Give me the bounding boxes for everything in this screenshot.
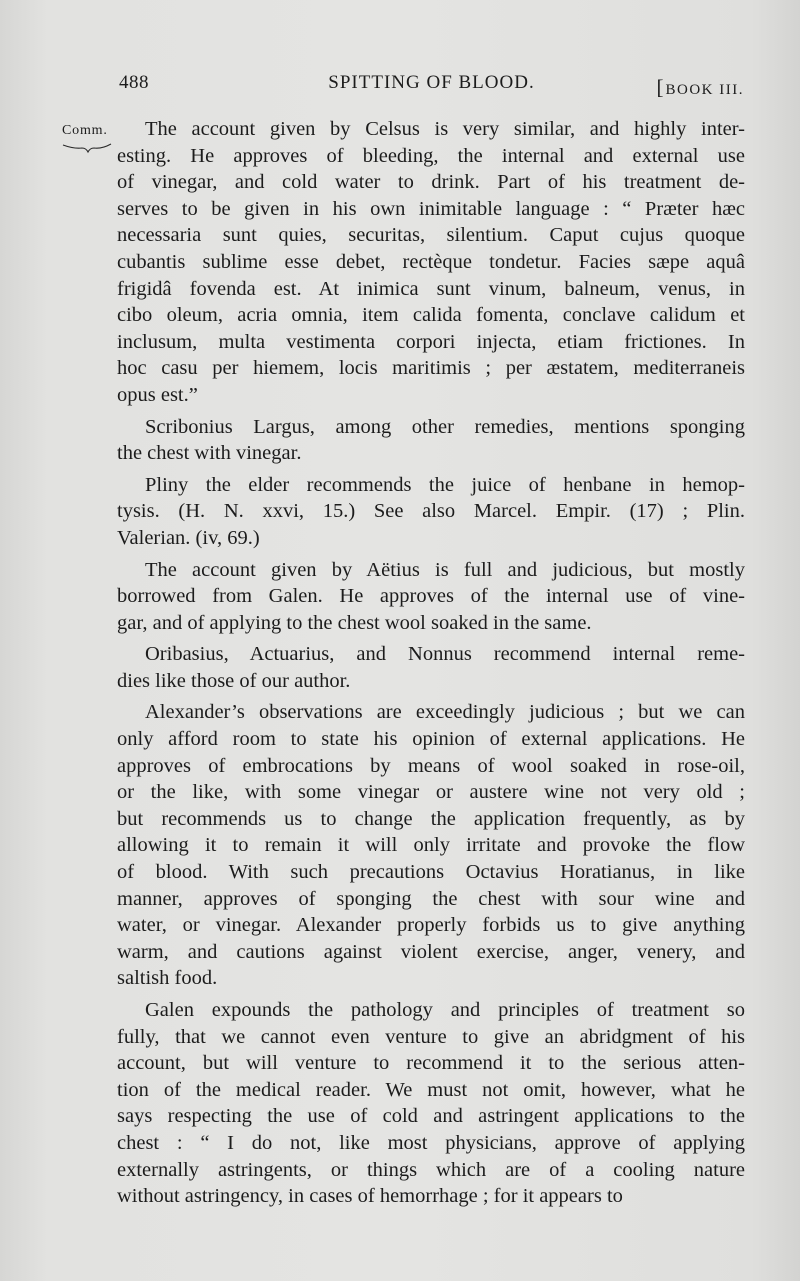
- text-line: cibo oleum, acria omnia, item calida fomenta, conclave calidum et: [117, 304, 745, 327]
- paragraph: [117, 472, 745, 552]
- paragraph: [117, 997, 745, 1210]
- paragraph: [117, 699, 745, 992]
- page-number: 488: [119, 72, 149, 93]
- text-line: serves to be given in his own inimitable language : “ Præter hæc: [117, 197, 745, 220]
- book-bracket: [: [656, 75, 664, 99]
- text-line: the chest with vinegar.: [117, 442, 302, 465]
- text-line: water, or vinegar. Alexander properly forbids us to give anything: [117, 914, 745, 937]
- text-line: tion of the medical reader. We must not omit, however, what he: [117, 1078, 745, 1101]
- text-line: account, but will venture to recommend it to the serious atten-: [117, 1052, 745, 1075]
- text-line: opus est.”: [117, 383, 198, 406]
- text-line: tysis. (H. N. xxvi, 15.) See also Marcel. Empir. (17) ; Plin.: [117, 500, 745, 523]
- text-line: allowing it to remain it will only irritate and provoke the flow: [117, 834, 745, 857]
- paragraph: [117, 641, 745, 694]
- text-line: manner, approves of sponging the chest with sour wine and: [117, 887, 745, 910]
- paragraph: [117, 414, 745, 467]
- paragraph: [117, 557, 745, 637]
- text-line: The account given by Aëtius is full and judicious, but mostly: [145, 558, 745, 581]
- text-line: externally astringents, or things which are of a cooling nature: [117, 1158, 745, 1181]
- body-text: [117, 116, 745, 1215]
- text-line: borrowed from Galen. He approves of the internal use of vine-: [117, 585, 745, 608]
- text-line: Valerian. (iv, 69.): [117, 526, 260, 549]
- text-line: of blood. With such precautions Octavius Horatianus, in like: [117, 861, 745, 884]
- text-line: warm, and cautions against violent exercise, anger, venery, and: [117, 940, 745, 963]
- text-line: or the like, with some vinegar or austere wine not very old ;: [117, 781, 745, 804]
- text-line: without astringency, in cases of hemorrhage ; for it appears to: [117, 1185, 623, 1208]
- text-line: Oribasius, Actuarius, and Nonnus recommend internal reme-: [145, 643, 745, 666]
- text-line: says respecting the use of cold and astringent applications to the: [117, 1105, 745, 1128]
- text-line: approves of embrocations by means of wool soaked in rose-oil,: [117, 754, 745, 777]
- text-line: hoc casu per hiemem, locis maritimis ; per æstatem, mediterraneis: [117, 357, 745, 380]
- text-line: frigidâ fovenda est. At inimica sunt vinum, balneum, venus, in: [117, 277, 745, 300]
- text-line: gar, and of applying to the chest wool soaked in the same.: [117, 611, 592, 634]
- text-line: necessaria sunt quies, securitas, silentium. Caput cujus quoque: [117, 224, 745, 247]
- text-line: Pliny the elder recommends the juice of henbane in hemop-: [145, 473, 745, 496]
- book-label: [657, 72, 745, 100]
- margin-note-comm: Comm.: [62, 123, 108, 138]
- text-line: chest : “ I do not, like most physicians, approve of applying: [117, 1131, 745, 1154]
- margin-brace-icon: [62, 140, 112, 154]
- text-line: saltish food.: [117, 967, 218, 990]
- text-line: Scribonius Largus, among other remedies, mentions sponging: [145, 415, 745, 438]
- text-line: of vinegar, and cold water to drink. Part of his treatment de-: [117, 171, 745, 194]
- running-head: [119, 72, 744, 102]
- text-line: The account given by Celsus is very similar, and highly inter-: [145, 118, 745, 140]
- text-line: fully, that we cannot even venture to give an abridgment of his: [117, 1025, 745, 1048]
- text-line: esting. He approves of bleeding, the internal and external use: [117, 144, 745, 167]
- text-line: only afford room to state his opinion of external applications. He: [117, 728, 745, 751]
- text-line: dies like those of our author.: [117, 669, 351, 692]
- text-line: but recommends us to change the application frequently, as by: [117, 807, 745, 830]
- text-line: inclusum, multa vestimenta corpori injecta, etiam frictiones. In: [117, 330, 745, 353]
- running-title: SPITTING OF BLOOD.: [328, 72, 535, 93]
- book-text: BOOK III.: [665, 82, 744, 98]
- text-line: cubantis sublime esse debet, rectèque tondetur. Facies sæpe aquâ: [117, 250, 745, 273]
- text-line: Alexander’s observations are exceedingly judicious ; but we can: [145, 701, 745, 724]
- text-line: Galen expounds the pathology and principles of treatment so: [145, 999, 745, 1021]
- paragraph: [117, 116, 745, 409]
